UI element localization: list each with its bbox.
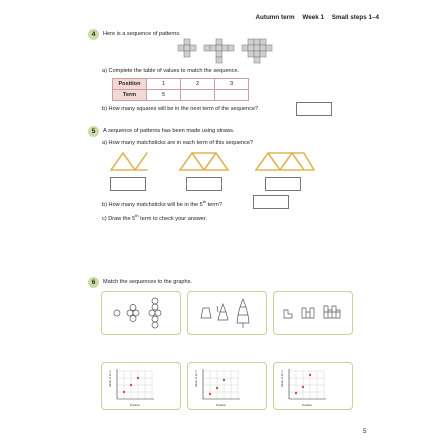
circle-pattern [102,292,180,334]
matchstick-patterns [108,150,318,172]
sequence-card-trapezium[interactable] [187,291,267,335]
table-row [113,79,249,90]
square [254,45,260,51]
question-5-prompt: A sequence of patterns has been made using straws. [103,128,235,134]
square [254,57,260,63]
answer-box-5a-3[interactable] [265,177,301,191]
square [242,45,248,51]
answer-box-4b[interactable] [296,102,332,116]
table-cell: 1 [147,79,181,90]
trapezium-pattern [188,292,266,334]
question-4b-text: b) How many squares will be in the next term of the sequence? [102,106,259,112]
page-header [249,14,379,21]
graph-card-3[interactable] [273,362,353,410]
square [248,39,254,45]
graph-card-2[interactable] [187,362,267,410]
table-cell: 2 [181,79,215,90]
question-4-prompt: Here is a sequence of patterns. [103,31,181,37]
square [184,39,190,45]
graph-1-xlabel: Position [130,403,140,407]
graph-1 [102,363,180,409]
answer-box-5a-1[interactable] [110,177,146,191]
table-cell: 5 [147,90,181,101]
question-4a-text: a) Complete the table of values to match the sequence. [102,68,240,74]
square [266,45,272,51]
square [184,45,190,51]
square [248,51,254,57]
graph-card-1[interactable] [101,362,181,410]
square-patterns [176,38,286,64]
square [260,51,266,57]
graph-2 [188,363,266,409]
square [216,45,222,51]
square [248,45,254,51]
square [216,51,222,57]
square [260,39,266,45]
square [190,45,196,51]
q5c-post: term to check your answer. [138,215,208,222]
q5b-pre: b) How many matchsticks will be in the 5 [102,201,203,208]
graph-3-xlabel: Position [302,403,312,407]
square [184,51,190,57]
table-cell-input[interactable] [215,90,249,101]
square [216,57,222,63]
header-steps: Small steps 1–4 [331,14,379,21]
question-6-prompt: Match the sequences to the graphs. [103,279,192,285]
l-shape-pattern [274,292,352,334]
table-cell-input[interactable] [181,90,215,101]
question-5a-text: a) How many matchsticks are in each term of this sequence? [102,140,254,146]
sequence-card-circles[interactable] [101,291,181,335]
square [216,39,222,45]
square [228,45,234,51]
page-number: 5 [363,429,367,435]
square [222,45,228,51]
square [210,45,216,51]
graph-2-xlabel: Position [216,403,226,407]
question-4-badge: 4 [88,29,99,40]
question-5b-text [102,199,222,208]
question-6-badge: 6 [88,277,99,288]
answer-box-5b[interactable] [253,195,289,209]
graph-3 [274,363,352,409]
graph-3-ylabel: Value of term [280,370,284,387]
table-header-position: Position [113,79,147,90]
square [260,45,266,51]
answer-box-5a-2[interactable] [186,177,222,191]
square [178,45,184,51]
q5c-sup: th [135,213,139,218]
q5b-sup: th [202,199,207,204]
sequence-card-l-shapes[interactable] [273,291,353,335]
question-5c-text [102,213,207,222]
header-term: Autumn term [255,14,295,21]
values-table [112,78,249,101]
q5c-pre: c) Draw the 5 [102,215,136,222]
table-header-term: Term [113,90,147,101]
header-week: Week 1 [302,14,324,21]
table-cell: 3 [215,79,249,90]
square [254,51,260,57]
graph-2-ylabel: Value of term [194,370,198,387]
graph-1-ylabel: Value of term [108,370,112,387]
square [204,45,210,51]
square [254,39,260,45]
question-5-badge: 5 [88,126,99,137]
table-row [113,90,249,101]
q5b-post: term? [206,201,222,208]
